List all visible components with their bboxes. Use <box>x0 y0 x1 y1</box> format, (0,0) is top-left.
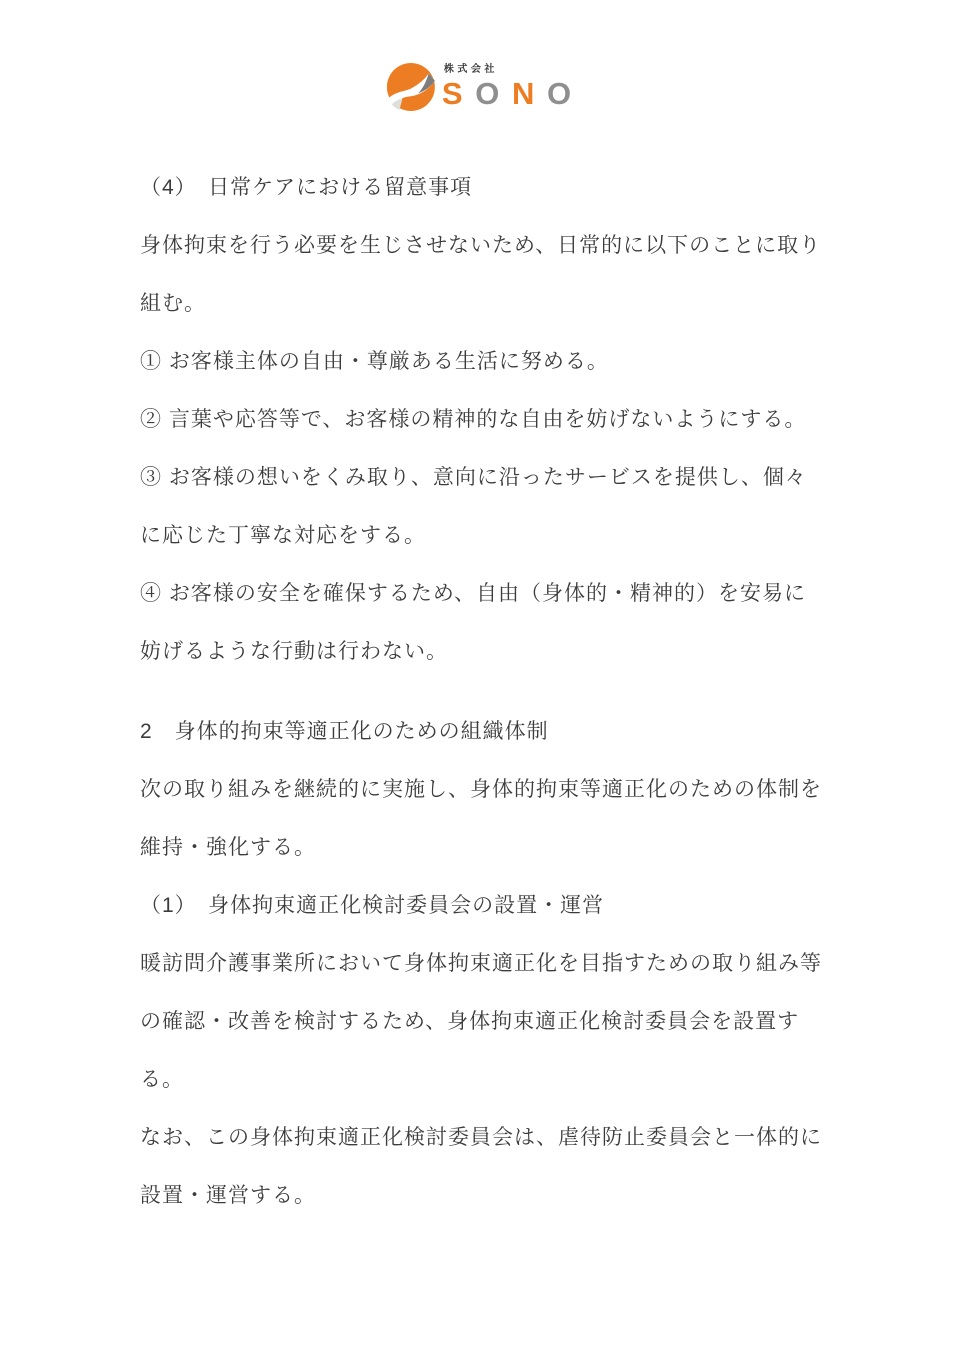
document-text-line: の確認・改善を検討するため、身体拘束適正化検討委員会を設置す <box>140 1010 800 1033</box>
logo-text <box>442 65 573 109</box>
document-text-line: なお、この身体拘束適正化検討委員会は、虐待防止委員会と一体的に <box>140 1126 822 1149</box>
document-text-line: ① お客様主体の自由・尊厳ある生活に努める。 <box>140 350 609 373</box>
brand-wordmark <box>442 78 573 109</box>
document-body <box>140 159 850 1225</box>
company-type-label: 株式会社 <box>443 64 498 75</box>
document-text-line: 身体拘束を行う必要を生じさせないため、日常的に以下のことに取り <box>140 234 822 257</box>
document-text-line: ③ お客様の想いをくみ取り、意向に沿ったサービスを提供し、個々 <box>140 466 807 489</box>
sono-logo-icon <box>387 63 435 111</box>
document-text-line: （4） 日常ケアにおける留意事項 <box>140 176 473 199</box>
document-text-line: に応じた丁寧な対応をする。 <box>140 524 426 547</box>
document-text-line: る。 <box>140 1068 184 1091</box>
document-text-line: 組む。 <box>140 292 206 315</box>
brand-letter: O <box>475 76 502 111</box>
company-logo <box>387 63 573 111</box>
document-text-line: ② 言葉や応答等で、お客様の精神的な自由を妨げないようにする。 <box>140 408 807 431</box>
brand-letter: O <box>546 76 574 111</box>
document-text-line: 暖訪問介護事業所において身体拘束適正化を目指すための取り組み等 <box>140 952 822 975</box>
document-text-line: 設置・運営する。 <box>140 1184 316 1207</box>
document-text-line: 妨げるような行動は行わない。 <box>140 640 448 663</box>
document-text-line: （1） 身体拘束適正化検討委員会の設置・運営 <box>140 894 605 917</box>
document-text-line: 維持・強化する。 <box>140 836 316 859</box>
document-text-line: 2 身体的拘束等適正化のための組織体制 <box>140 720 549 743</box>
brand-letter: N <box>511 76 537 111</box>
brand-letter: S <box>441 76 465 111</box>
document-text-line: 次の取り組みを継続的に実施し、身体的拘束等適正化のための体制を <box>140 778 822 801</box>
document-text-line: ④ お客様の安全を確保するため、自由（身体的・精神的）を安易に <box>140 582 806 605</box>
